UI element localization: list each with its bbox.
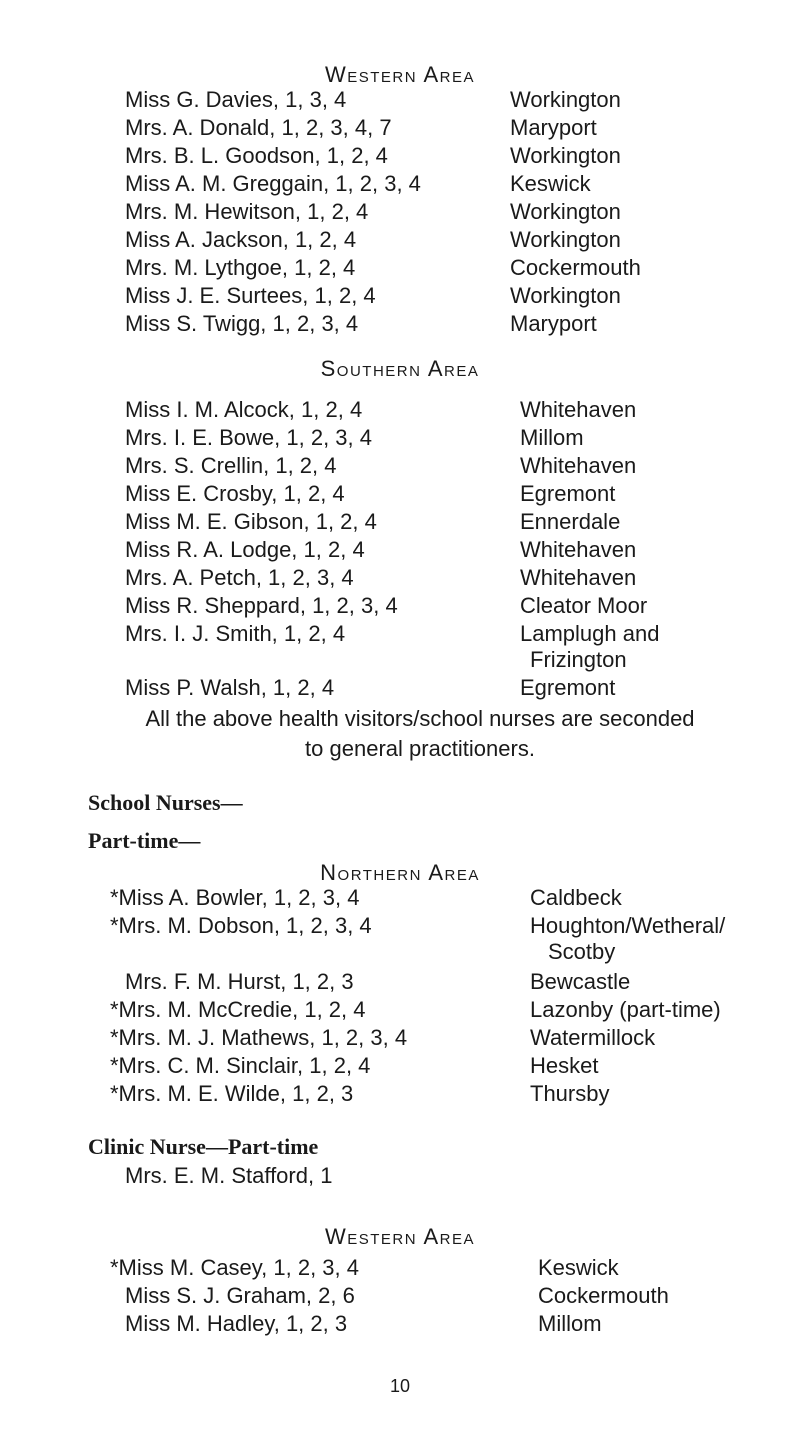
nurse-location: Egremont bbox=[520, 481, 616, 506]
nurse-name: Miss I. M. Alcock, 1, 2, 4 bbox=[125, 397, 363, 422]
nurse-name: Mrs. A. Petch, 1, 2, 3, 4 bbox=[125, 565, 354, 590]
nurse-location: Workington bbox=[510, 87, 621, 112]
page-number: 10 bbox=[389, 1376, 411, 1396]
nurse-location: Caldbeck bbox=[530, 885, 622, 910]
nurse-location: Cockermouth bbox=[538, 1283, 669, 1308]
nurse-name: Miss S. J. Graham, 2, 6 bbox=[125, 1283, 355, 1308]
nurse-location: Workington bbox=[510, 227, 621, 252]
nurse-location: Whitehaven bbox=[520, 453, 637, 478]
nurse-location: Egremont bbox=[520, 675, 616, 700]
nurse-name: *Mrs. M. McCredie, 1, 2, 4 bbox=[110, 997, 366, 1022]
nurse-name: Mrs. I. J. Smith, 1, 2, 4 bbox=[125, 621, 346, 646]
part-time-title: Part-time— bbox=[88, 828, 201, 853]
nurse-location: Keswick bbox=[510, 171, 591, 196]
nurse-name: Mrs. F. M. Hurst, 1, 2, 3 bbox=[125, 969, 354, 994]
nurse-location: Millom bbox=[520, 425, 584, 450]
nurse-location: Bewcastle bbox=[530, 969, 631, 994]
nurse-name: Miss R. Sheppard, 1, 2, 3, 4 bbox=[125, 593, 398, 618]
nurse-location-continued: Scotby bbox=[548, 939, 616, 964]
nurse-name: Mrs. M. Lythgoe, 1, 2, 4 bbox=[125, 255, 356, 280]
nurse-location: Maryport bbox=[510, 115, 597, 140]
nurse-name: Mrs. S. Crellin, 1, 2, 4 bbox=[125, 453, 337, 478]
secondment-note bbox=[60, 704, 780, 764]
nurse-location: Whitehaven bbox=[520, 565, 637, 590]
northern-area-heading: Northern Area bbox=[320, 860, 480, 885]
nurse-location-continued: Frizington bbox=[530, 647, 627, 672]
nurse-name: *Mrs. C. M. Sinclair, 1, 2, 4 bbox=[110, 1053, 371, 1078]
nurse-location: Hesket bbox=[530, 1053, 599, 1078]
nurse-name: Mrs. I. E. Bowe, 1, 2, 3, 4 bbox=[125, 425, 372, 450]
nurse-name: Miss J. E. Surtees, 1, 2, 4 bbox=[125, 283, 376, 308]
nurse-name: Miss A. Jackson, 1, 2, 4 bbox=[125, 227, 357, 252]
nurse-name: *Mrs. M. Dobson, 1, 2, 3, 4 bbox=[110, 913, 372, 938]
nurse-name: Mrs. B. L. Goodson, 1, 2, 4 bbox=[125, 143, 388, 168]
nurse-location: Maryport bbox=[510, 311, 597, 336]
nurse-location: Lazonby (part-time) bbox=[530, 997, 721, 1022]
nurse-name: *Mrs. M. E. Wilde, 1, 2, 3 bbox=[110, 1081, 354, 1106]
nurse-location: Lamplugh and bbox=[520, 621, 660, 646]
clinic-nurse-title: Clinic Nurse—Part-time bbox=[88, 1134, 319, 1159]
nurse-name: Mrs. M. Hewitson, 1, 2, 4 bbox=[125, 199, 369, 224]
nurse-location: Ennerdale bbox=[520, 509, 621, 534]
school-nurses-title: School Nurses— bbox=[88, 790, 243, 815]
western-area-heading: Western Area bbox=[324, 62, 476, 87]
nurse-location: Thursby bbox=[530, 1081, 610, 1106]
nurse-location: Cockermouth bbox=[510, 255, 641, 280]
nurse-name: *Mrs. M. J. Mathews, 1, 2, 3, 4 bbox=[110, 1025, 408, 1050]
nurse-name: Miss A. M. Greggain, 1, 2, 3, 4 bbox=[125, 171, 421, 196]
nurse-name: Miss P. Walsh, 1, 2, 4 bbox=[125, 675, 335, 700]
southern-area-heading: Southern Area bbox=[320, 356, 480, 381]
nurse-location: Millom bbox=[538, 1311, 602, 1336]
nurse-name: *Miss A. Bowler, 1, 2, 3, 4 bbox=[110, 885, 360, 910]
nurse-location: Workington bbox=[510, 283, 621, 308]
nurse-location: Whitehaven bbox=[520, 397, 637, 422]
secondment-note-line: to general practitioners. bbox=[305, 736, 535, 761]
nurse-location: Cleator Moor bbox=[520, 593, 648, 618]
nurse-location: Watermillock bbox=[530, 1025, 656, 1050]
nurse-location: Workington bbox=[510, 199, 621, 224]
secondment-note-line: All the above health visitors/school nurses are seconded bbox=[145, 706, 695, 731]
nurse-location: Houghton/Wetheral/ bbox=[530, 913, 726, 938]
nurse-name: Miss E. Crosby, 1, 2, 4 bbox=[125, 481, 345, 506]
nurse-name: Mrs. E. M. Stafford, 1 bbox=[125, 1163, 333, 1188]
nurse-name: *Miss M. Casey, 1, 2, 3, 4 bbox=[110, 1255, 360, 1280]
nurse-name: Mrs. A. Donald, 1, 2, 3, 4, 7 bbox=[125, 115, 392, 140]
nurse-location: Keswick bbox=[538, 1255, 619, 1280]
nurse-location: Workington bbox=[510, 143, 621, 168]
nurse-name: Miss S. Twigg, 1, 2, 3, 4 bbox=[125, 311, 359, 336]
nurse-name: Miss M. E. Gibson, 1, 2, 4 bbox=[125, 509, 377, 534]
nurse-name: Miss M. Hadley, 1, 2, 3 bbox=[125, 1311, 348, 1336]
western-area-heading-2: Western Area bbox=[324, 1224, 476, 1249]
nurse-location: Whitehaven bbox=[520, 537, 637, 562]
nurse-name: Miss G. Davies, 1, 3, 4 bbox=[125, 87, 347, 112]
nurse-name: Miss R. A. Lodge, 1, 2, 4 bbox=[125, 537, 365, 562]
